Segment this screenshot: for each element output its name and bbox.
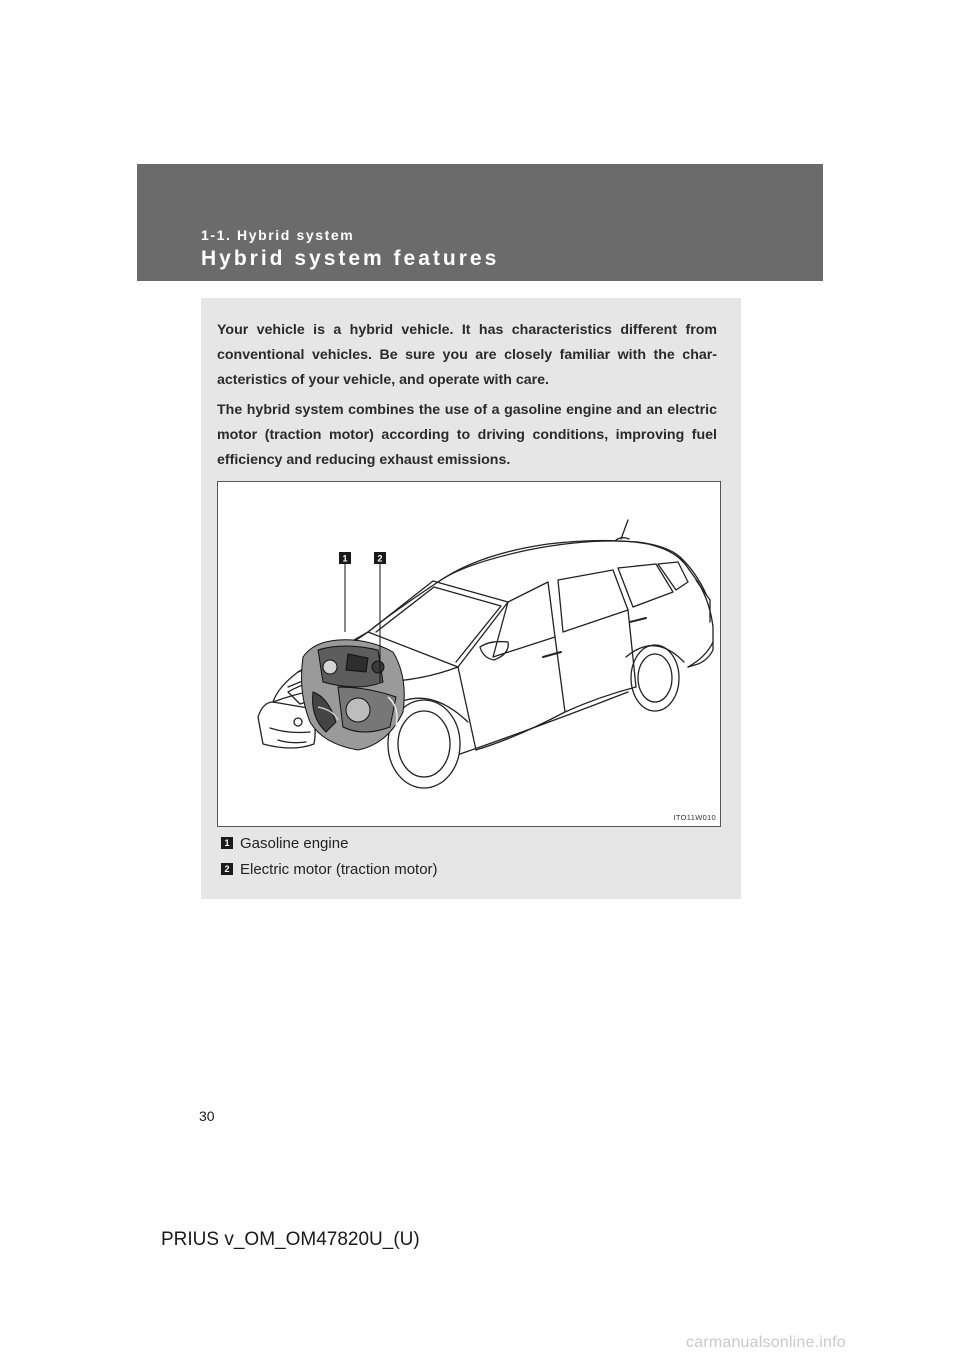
- figure-id-code: ITO11W010: [673, 813, 716, 822]
- car-illustration: [218, 482, 720, 826]
- intro-paragraph-1: Your vehicle is a hybrid vehicle. It has characteristics different from conventional vehicles. Be sure you are closely familiar with the char-acteristics of your vehicle, and operate with care.: [217, 322, 717, 388]
- callout-1-icon: 1: [221, 837, 233, 849]
- site-watermark: carmanualsonline.info: [686, 1334, 846, 1351]
- vehicle-illustration-figure: [217, 481, 721, 827]
- intro-box: [201, 298, 741, 899]
- callout-marker-1: [339, 552, 351, 564]
- legend-item-gasoline-engine: [221, 833, 721, 855]
- section-label: 1-1. Hybrid system: [201, 227, 355, 243]
- intro-paragraph-2: The hybrid system combines the use of a gasoline engine and an electric motor (traction motor) according to driving conditions, improving fuel efficiency and reducing exhaust emissions.: [217, 402, 717, 468]
- callout-marker-2: [374, 552, 386, 564]
- legend-item-electric-motor: [221, 859, 721, 881]
- page-number: 30: [199, 1108, 215, 1124]
- callout-2-icon: 2: [221, 863, 233, 875]
- section-header-band: [137, 164, 823, 281]
- legend-text: Gasoline engine: [240, 835, 349, 852]
- svg-text:1: 1: [342, 553, 348, 564]
- manual-footer-code: PRIUS v_OM_OM47820U_(U): [161, 1229, 420, 1250]
- svg-text:2: 2: [377, 553, 383, 564]
- legend-text: Electric motor (traction motor): [240, 861, 438, 878]
- page-title: Hybrid system features: [201, 247, 500, 270]
